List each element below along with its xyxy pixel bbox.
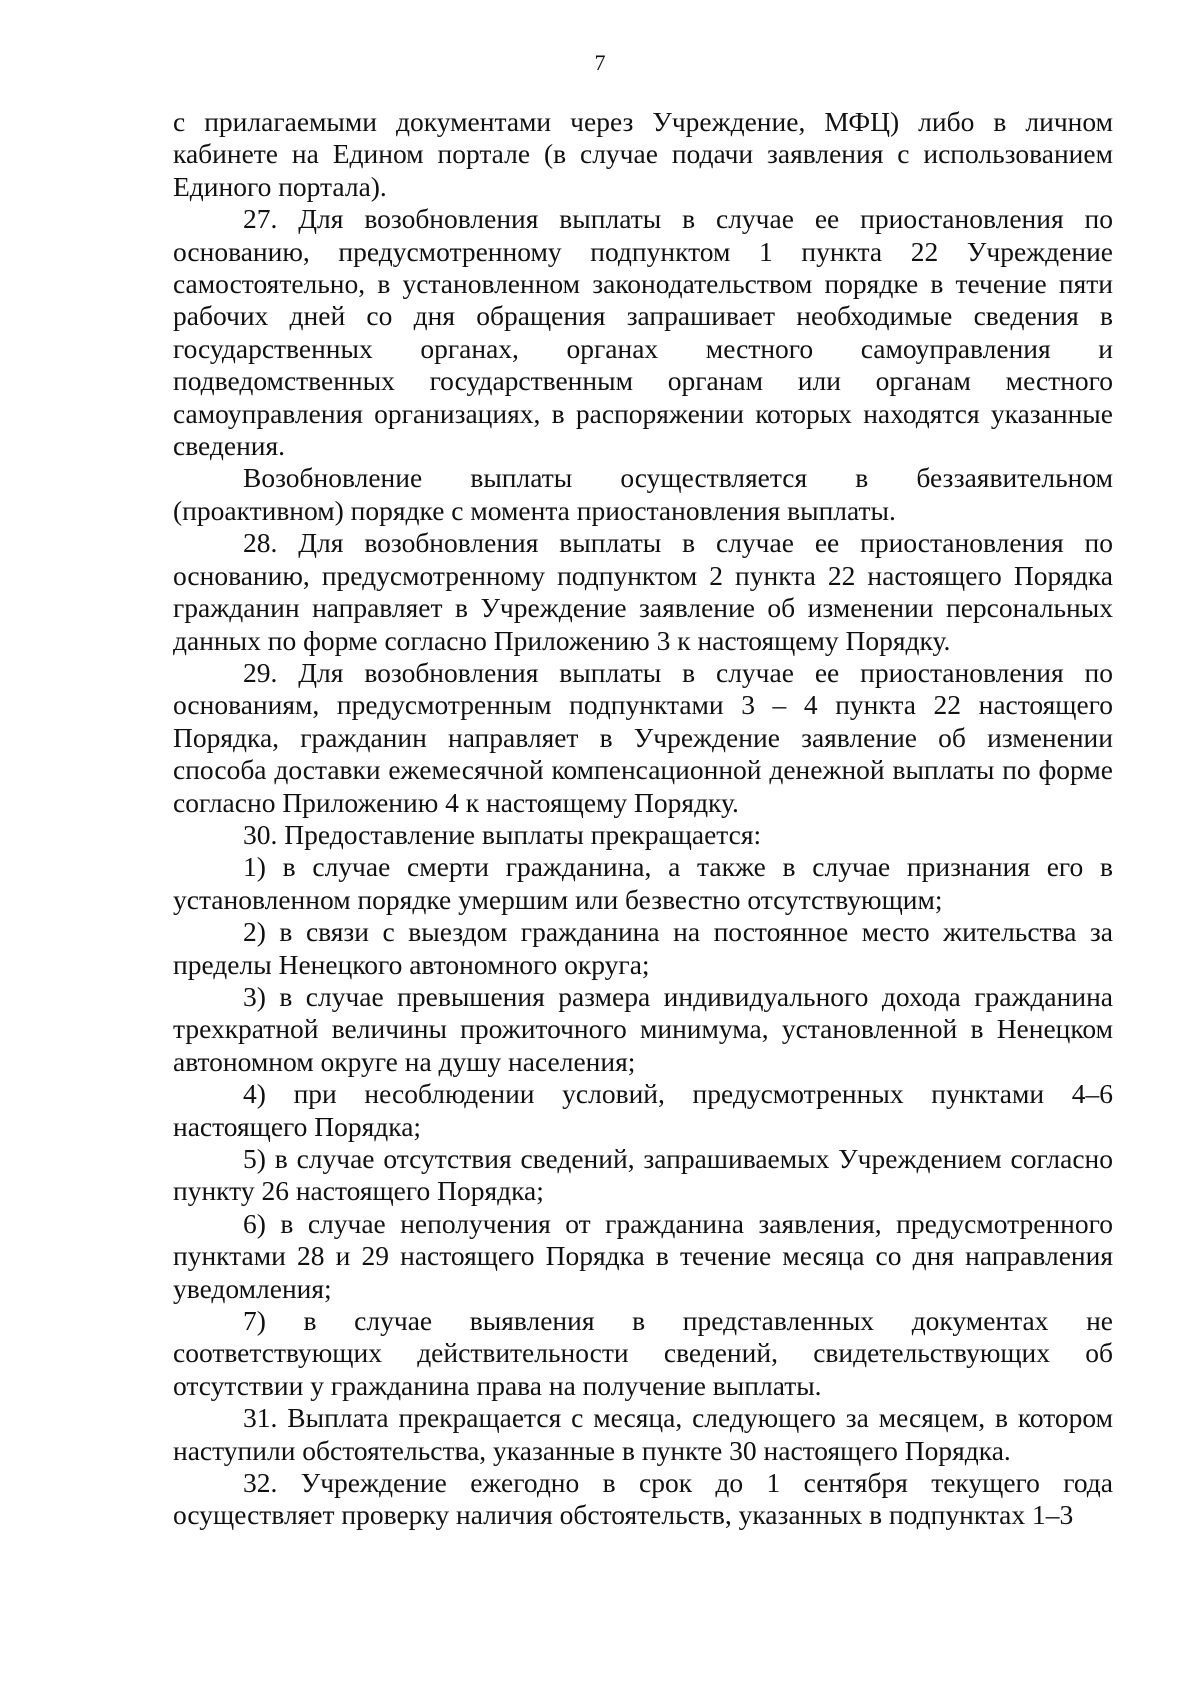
paragraph: 30. Предоставление выплаты прекращается: [243,818,762,850]
list-item: 4) при несоблюдении условий, предусмотренных пунктами 4–6 настоящего Порядка; [173,1078,1113,1142]
paragraph: Возобновление выплаты осуществляется в беззаявительном (проактивном) порядке с момента приостановления выплаты. [173,462,1113,526]
paragraph: 32. Учреждение ежегодно в срок до 1 сентября текущего года осуществляет проверку наличия обстоятельств, указанных в подпунктах 1–3 [173,1467,1113,1531]
list-item: 5) в случае отсутствия сведений, запрашиваемых Учреждением согласно пункту 26 настоящего Порядка; [173,1143,1113,1207]
list-item: 7) в случае выявления в представленных документах не соответствующих действительности сведений, свидетельствующих об отсутствии у гражданина права на получение выплаты. [173,1305,1113,1401]
paragraph: с прилагаемыми документами через Учреждение, МФЦ) либо в личном кабинете на Едином портале (в случае подачи заявления с использованием Единого портала). [173,106,1113,202]
paragraph: 27. Для возобновления выплаты в случае ее приостановления по основанию, предусмотренному подпунктом 1 пункта 22 Учреждение самостоятельно, в установленном законодательством порядке в течение пяти рабочих дней со дня обращения запрашивает необходимые сведения в государственных органах, органах местного самоуправления и подведомственных государственным органам или органам местного самоуправления организациях, в распоряжении которых находятся указанные сведения. [173,203,1113,462]
list-item: 3) в случае превышения размера индивидуального дохода гражданина трехкратной величины прожиточного минимума, установленной в Ненецком автономном округе на душу населения; [173,980,1113,1077]
list-item: 6) в случае неполучения от гражданина заявления, предусмотренного пунктами 28 и 29 настоящего Порядка в течение месяца со дня направления уведомления; [173,1207,1113,1304]
paragraph: 28. Для возобновления выплаты в случае ее приостановления по основанию, предусмотренному подпунктом 2 пункта 22 настоящего Порядка гражданин направляет в Учреждение заявление об изменении персональных данных по форме согласно Приложению 3 к настоящему Порядку. [173,527,1113,656]
list-item: 2) в связи с выездом гражданина на постоянное место жительства за пределы Ненецкого автономного округа; [173,916,1113,980]
paragraph: 31. Выплата прекращается с месяца, следующего за месяцем, в котором наступили обстоятельства, указанные в пункте 30 настоящего Порядка. [173,1402,1113,1466]
paragraph: 29. Для возобновления выплаты в случае ее приостановления по основаниям, предусмотренным подпунктами 3 – 4 пункта 22 настоящего Порядка, гражданин направляет в Учреждение заявление об изменении способа доставки ежемесячной компенсационной денежной выплаты по форме согласно Приложению 4 к настоящему Порядку. [173,656,1113,818]
document-body [173,106,1113,1532]
list-item: 1) в случае смерти гражданина, а также в случае признания его в установленном порядке умершим или безвестно отсутствующим; [173,851,1113,915]
page-number: 7 [594,50,606,75]
